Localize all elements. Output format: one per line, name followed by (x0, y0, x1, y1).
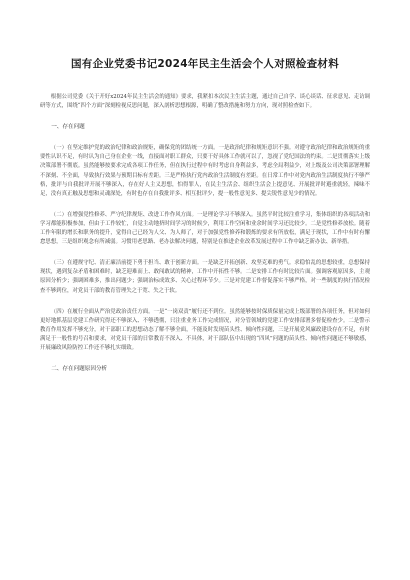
problem-paragraph-4: （四）在履行全面从严治党政治责任方面。一是“一岗双责”履行还不到位。虽然能够按时保质保量完成上级部署的各项任务，但对如何更好地抓基层党建工作研究得还不够深入、不够透彻，只注重业务工作完成情况，对分管领域的党建工作安排部署多督促检查少。二是警示教育作用发挥不够充分，对干部职工的思想动态了解不够全面，不能及时发现苗头性、倾向性问题，三是开展党风廉政建设存在不足，有时满足于一般性的号召和要求，对党员干部的日常教育不深入、不具体，对干部队伍中出现的“四风”问题的苗头性、倾向性问题还不够敏感，开展廉政风险防控工作还不够扎实细致。 (40, 308, 370, 351)
problem-paragraph-2: （二）在增强党性修养、严守纪律规矩、改进工作作风方面。一是理论学习不够深入。虽然平时比较注重学习，集体组织的各项活动和学习都能积极参加，但由于工作较忙，自觉主动地挤时间学习的时候少，利用工作空闲和业余时间学习还比较少。二是党性修养放松。随着工作年限的增长和职务的提升，觉得自己已经为人父、为人师了，对于加强党性修养和锻炼的要求有所放松，满足于现状，工作中有时有懈怠思想，三是组织观念有所减弱。习惯用老思路、老办法解决问题，特别是在推进企业改革发展过程中工作中缺乏新办法、新举措。 (40, 211, 370, 246)
section-heading-problems: 一、存在问题 (51, 124, 85, 131)
problem-paragraph-3: （三）在遵规守纪、清正廉洁前提下勇于担当、敢于创新方面。一是缺乏开拓创新、攻坚克难的勇气。求稳怕乱的思想较重，总想保持现状，遇到复杂矛盾和困难时，缺乏迎难而上、敢闯敢试的精神，工作中开拓性不够。二是安排工作有时比较片面。强调客观原因多，主观原因分析少；强调困难多，推出问题少；强调治标成效多、关心过程环节少。三是对党建工作督促落实不够严格，对一些制度的执行情况检查不够到位，对党员干部的教育管理失之于宽、失之于软。 (40, 260, 370, 294)
intro-paragraph: 根据公司党委《关于开好x2024年民主生活会的通知》要求，我紧扣本次民主生活主题，通过自己自学、谈心谈话、征求意见、走访调研等方式，围绕“四个方面”深刻检视反思问题，深入剖析思想根源，明确了整改措施和努力方向，现对照检查如下。 (40, 94, 370, 110)
problem-paragraph-1: （一）在坚定维护党的政治纪律和政治规矩，确保党的团结统一方面。一是政治纪律和规矩意识不强。对遵守政治纪律和政治规矩的重要性认识不足，有时认为自己身在企业一线，直接面对职工群众，只要干好具体工作就可以了，忽视了党纪国法的约束。二是贯彻落实上级决策部署不彻底。虽然能够按要求完成各项工作任务，但在执行过程中有时考虑自身利益多，考虑全局利益少，对上级及公司决策部署理解不深刻、不全面，导致执行效果与预期目标有差距。三是严格执行党内政治生活制度有差距。在日常工作中对党内政治生活制度执行不够严格，批评与自我批评开展不够深入，存在好人主义思想，怕得罪人，在民主生活会、组织生活会上提意见、开展批评时避重就轻，辣味不足，没有真正触及思想和灵魂深处，有时也存在自我批评多、相互批评少，提一般性意见多、提尖锐性意见少的情况。 (40, 145, 370, 197)
section-heading-cause-analysis: 二、存在问题原因分析 (51, 366, 108, 373)
document-title: 国有企业党委书记2024年民主生活会个人对照检查材料 (70, 58, 340, 70)
